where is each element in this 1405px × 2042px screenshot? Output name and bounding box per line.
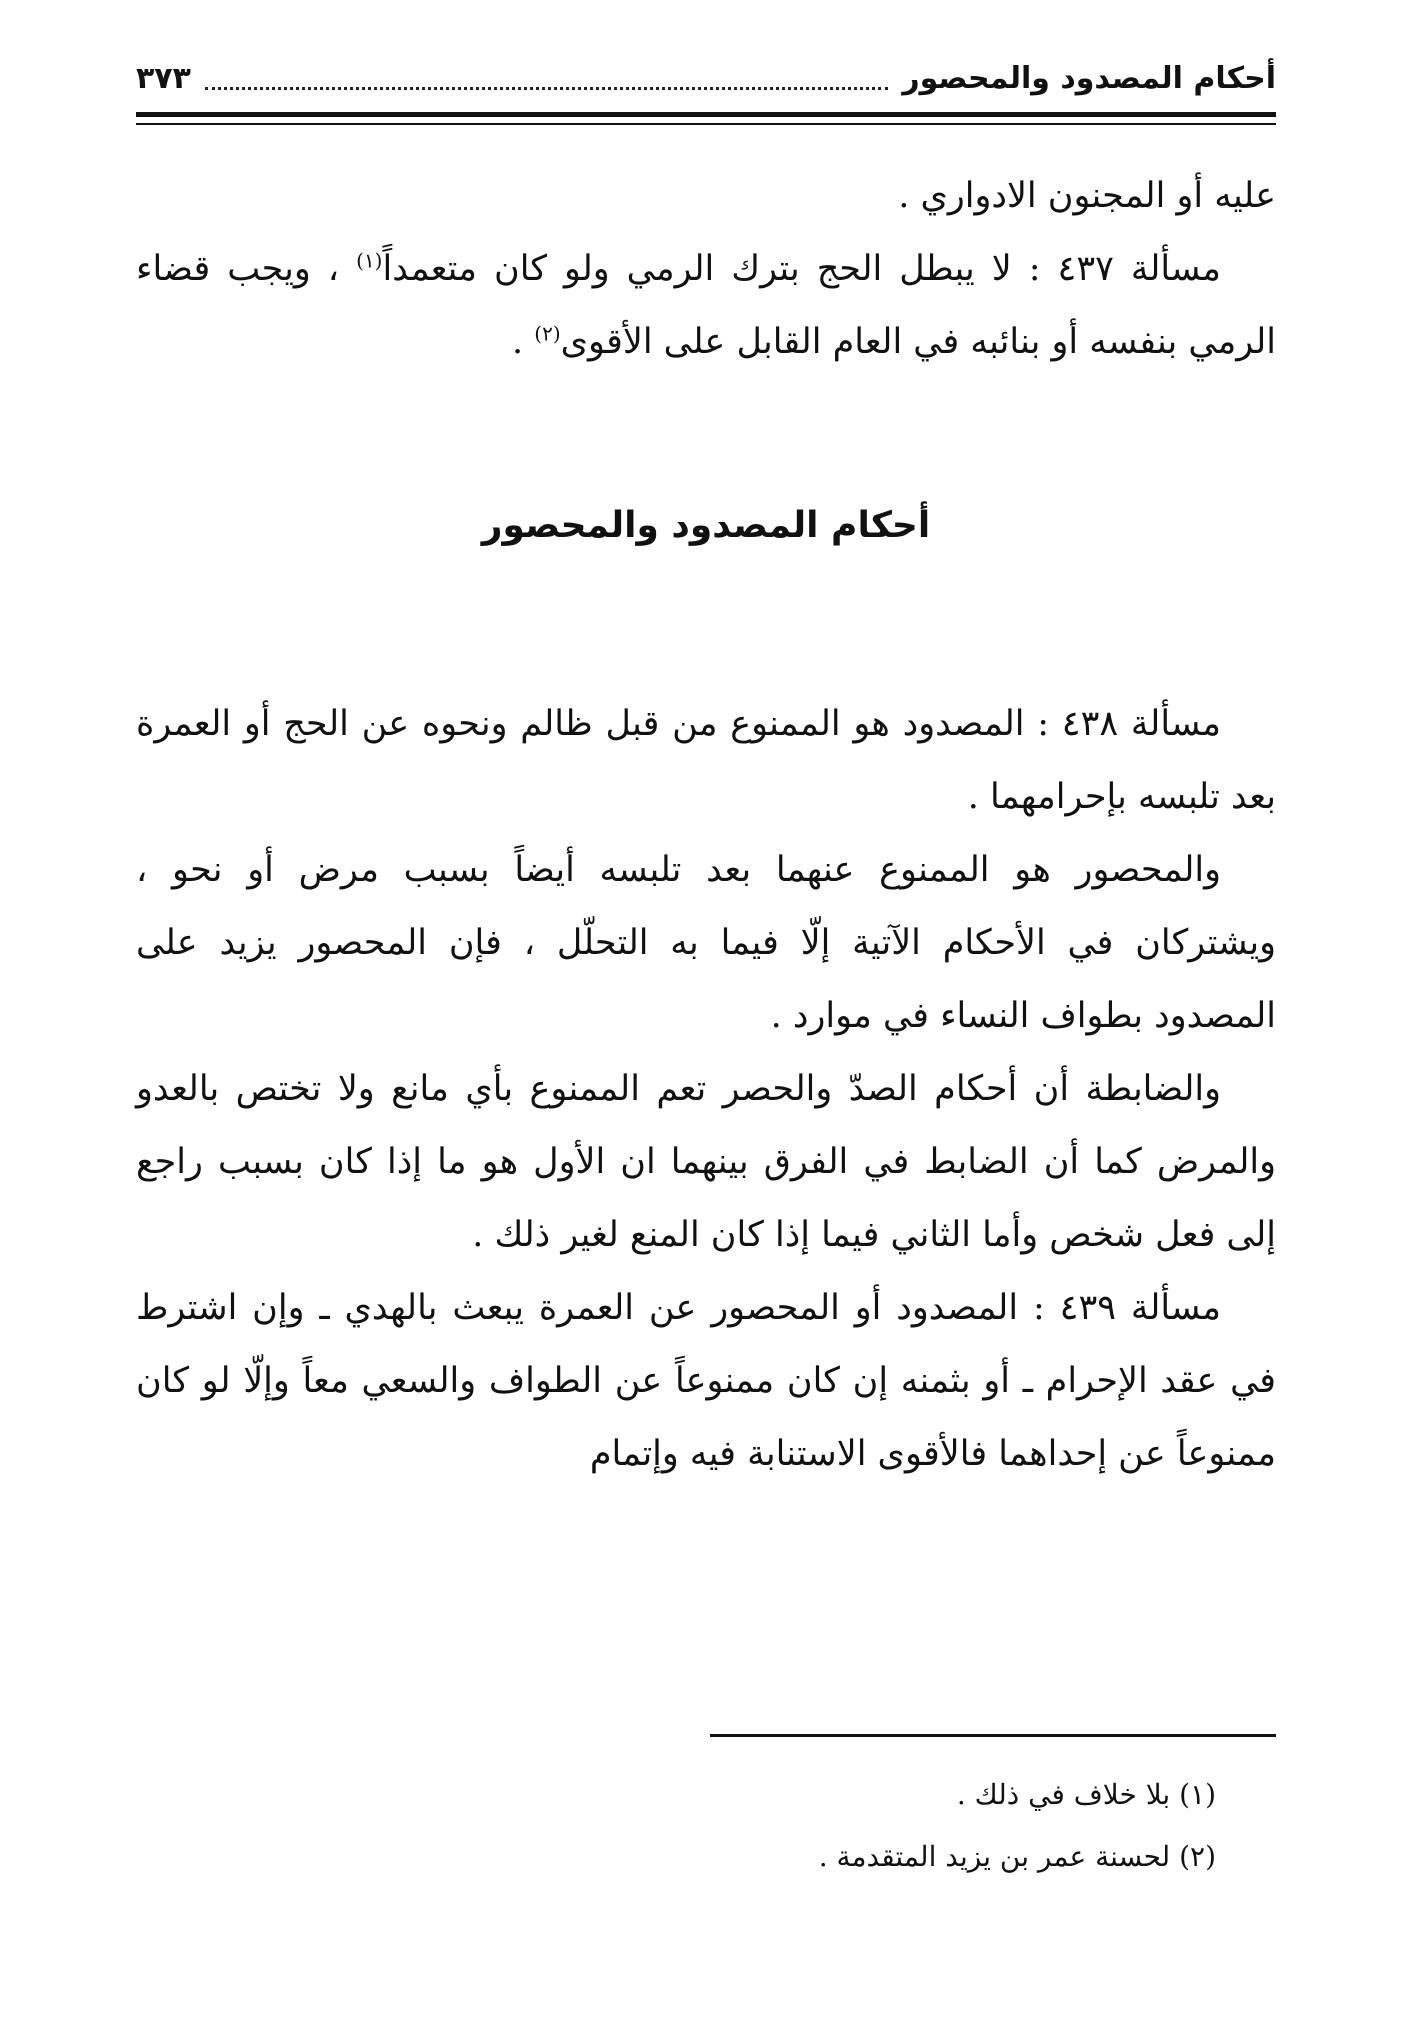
footnote-2: (٢) لحسنة عمر بن يزيد المتقدمة . — [818, 1840, 1216, 1873]
footnotes — [136, 1764, 1216, 1888]
footnote-ref-1: (١) — [356, 248, 383, 273]
issue-438: مسألة ٤٣٨ : المصدود هو الممنوع من قبل ظالم ونحوه عن الحج أو العمرة بعد تلبسه بإحرامهما . — [136, 704, 1276, 817]
header-title: أحكام المصدود والمحصور — [902, 60, 1276, 96]
footnote-ref-2: (٢) — [534, 321, 561, 346]
header-rule-thin — [136, 123, 1276, 125]
issue-439: مسألة ٤٣٩ : المصدود أو المحصور عن العمرة يبعث بالهدي ـ وإن اشترط في عقد الإحرام ـ أو بثمنه إن كان ممنوعاً عن الطواف والسعي معاً وإلّا لو كان ممنوعاً عن إحداهما فالأقوى الاستنابة فيه وإتمام — [136, 1288, 1276, 1474]
issue-437 — [136, 233, 1276, 379]
running-header — [136, 50, 1276, 106]
header-leader-dots — [205, 87, 888, 90]
paragraph-dabita: والضابطة أن أحكام الصدّ والحصر تعم الممنوع بأي مانع ولا تختص بالعدو والمرض كما أن الضابط في الفرق بينهما ان الأول هو ما إذا كان بسبب راجع إلى فعل شخص وأما الثاني فيما إذا كان المنع لغير ذلك . — [136, 1069, 1276, 1255]
paragraph-muhsar: والمحصور هو الممنوع عنهما بعد تلبسه أيضاً بسبب مرض أو نحو ، ويشتركان في الأحكام الآتية إلّا فيما به التحلّل ، فإن المحصور يزيد على المصدود بطواف النساء في موارد . — [136, 850, 1276, 1036]
continued-text — [136, 160, 1276, 379]
issue-437-text-a: مسألة ٤٣٧ : لا يبطل الحج بترك الرمي ولو كان متعمداً — [382, 249, 1221, 289]
footnote-separator — [710, 1734, 1276, 1737]
header-rule-thick — [136, 112, 1276, 117]
issue-437-text-c: . — [512, 322, 535, 362]
section-title: أحكام المصدود والمحصور — [481, 505, 931, 546]
main-text — [136, 688, 1276, 1491]
continued-line: عليه أو المجنون الادواري . — [898, 176, 1276, 216]
footnote-1: (١) بلا خلاف في ذلك . — [956, 1778, 1216, 1811]
page-number: ٣٧٣ — [136, 60, 191, 96]
issue-437-text-b: ، ويجب قضاء الرمي بنفسه أو بنائبه في العام القابل على الأقوى — [136, 249, 1276, 362]
